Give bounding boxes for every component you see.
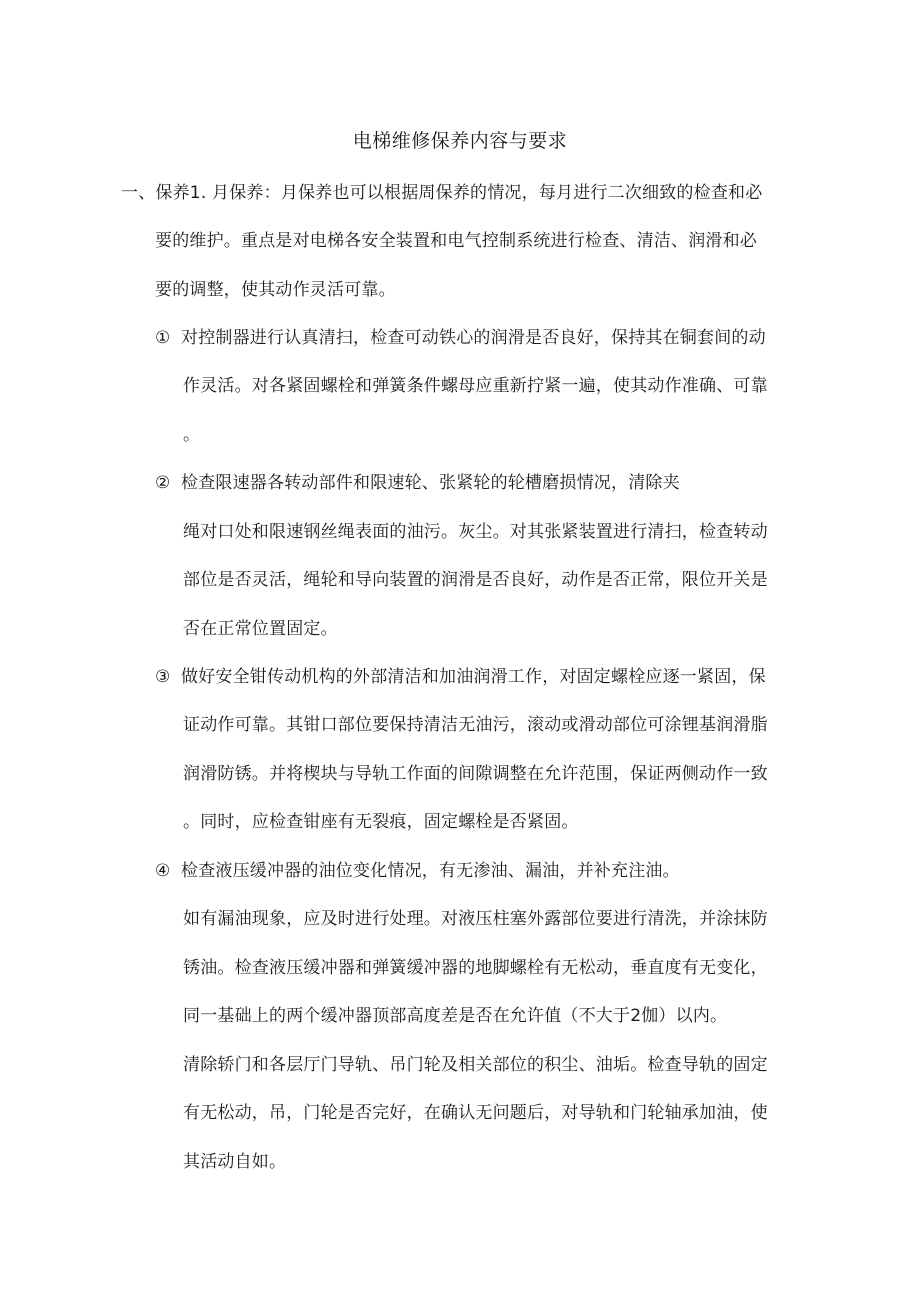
list-item-4-line-7: 其活动自如。	[183, 1152, 287, 1172]
item-marker-3: ③	[155, 667, 171, 687]
item-marker-2: ②	[155, 473, 171, 493]
item-1-text: 对控制器进行认真清扫，检查可动铁心的润滑是否良好，保持其在铜套间的动	[181, 328, 766, 348]
list-item-4-line-5: 清除轿门和各层厅门导轨、吊门轮及相关部位的积尘、油垢。检查导轨的固定	[183, 1055, 768, 1075]
section-intro-line-2: 要的维护。重点是对电梯各安全装置和电气控制系统进行检查、清洁、润滑和必	[155, 231, 757, 251]
section-intro-line-1: 一、保养1. 月保养：月保养也可以根据周保养的情况，每月进行二次细致的检查和必	[121, 183, 763, 203]
list-item-4-first-line	[155, 859, 680, 883]
list-item-4-line-2: 如有漏油现象，应及时进行处理。对液压柱塞外露部位要进行清洗，并涂抹防	[183, 909, 768, 929]
list-item-4-line-6: 有无松动，吊，门轮是否完好，在确认无问题后，对导轨和门轮轴承加油，使	[183, 1103, 768, 1123]
list-item-4-line-4: 同一基础上的两个缓冲器顶部高度差是否在允许值（不大于2伽）以内。	[183, 1006, 728, 1026]
list-item-3-line-2: 证动作可靠。其钳口部位要保持清洁无油污，滚动或滑动部位可涂锂基润滑脂	[183, 715, 768, 735]
list-item-2-first-line	[155, 471, 680, 495]
item-4-text: 检查液压缓冲器的油位变化情况，有无渗油、漏油，并补充注油。	[181, 861, 680, 881]
list-item-3-first-line	[155, 665, 766, 689]
list-item-4-line-3: 锈油。检查液压缓冲器和弹簧缓冲器的地脚螺栓有无松动，垂直度有无变化，	[183, 958, 768, 978]
list-item-2-line-3: 部位是否灵活，绳轮和导向装置的润滑是否良好，动作是否正常，限位开关是	[183, 570, 768, 590]
section-intro-line-3: 要的调整，使其动作灵活可靠。	[155, 280, 396, 300]
document-title: 电梯维修保养内容与要求	[352, 130, 568, 152]
list-item-3-line-3: 润滑防锈。并将楔块与导轨工作面的间隙调整在允许范围，保证两侧动作一致	[183, 764, 768, 784]
list-item-1-line-3: 。	[183, 425, 201, 445]
list-item-3-line-4: 。同时，应检查钳座有无裂痕，固定螺栓是否紧固。	[183, 812, 579, 832]
list-item-2-line-2: 绳对口处和限速钢丝绳表面的油污。灰尘。对其张紧装置进行清扫，检查转动	[183, 522, 768, 542]
list-item-1-line-2: 作灵活。对各紧固螺栓和弹簧条件螺母应重新拧紧一遍，使其动作准确、可靠	[183, 376, 768, 396]
item-3-text: 做好安全钳传动机构的外部清洁和加油润滑工作，对固定螺栓应逐一紧固，保	[181, 667, 766, 687]
list-item-1-first-line	[155, 326, 766, 350]
list-item-2-line-4: 否在正常位置固定。	[183, 619, 338, 639]
item-marker-4: ④	[155, 861, 171, 881]
item-2-text: 检查限速器各转动部件和限速轮、张紧轮的轮槽磨损情况，清除夹	[181, 473, 680, 493]
item-marker-1: ①	[155, 328, 171, 348]
